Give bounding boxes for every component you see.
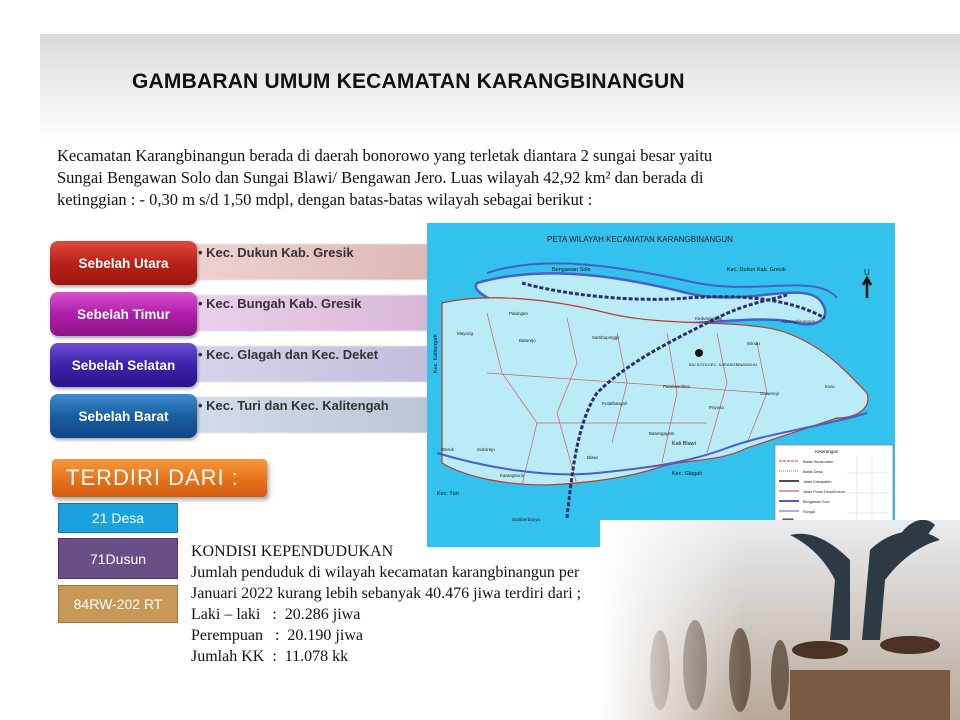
stat-desa: 21 Desa (58, 503, 178, 533)
intro-line: Sungai Bengawan Solo dan Sungai Blawi/ Bengawan Jero. Luas wilayah 42,92 km² dan berada di (57, 168, 704, 187)
kondisi-line: Perempuan : 20.190 jiwa (191, 627, 363, 644)
village-label: Sambopinggir (592, 335, 620, 340)
border-value: • Kec. Glagah dan Kec. Deket (198, 347, 379, 362)
village-label: Pandowolimo (663, 384, 691, 389)
border-value: • Kec. Bungah Kab. Gresik (198, 296, 362, 311)
capital-label: IBU KOTA KEC. KARANGBINANGUN (689, 362, 757, 367)
village-label: Kedungwangi (695, 316, 723, 321)
village-label: Windu (747, 341, 760, 346)
legend-item: Jalan Poros Desa/Dusun (803, 490, 845, 494)
border-label: Sebelah Barat (50, 394, 197, 438)
border-row-barat (50, 394, 425, 438)
page-title: GAMBARAN UMUM KECAMATAN KARANGBINANGUN (132, 70, 685, 93)
label-kec-kalitengah: Kec. Kalitengah (433, 334, 439, 373)
north-label: U (864, 268, 870, 277)
label-kali-blawi: Kali Blawi (672, 441, 696, 447)
kondisi-line: Laki – laki : 20.286 jiwa (191, 606, 361, 623)
label-bengawan-solo: Bengawan Solo (552, 267, 591, 273)
kondisi-line: Januari 2022 kurang lebih sebanyak 40.476 jiwa terdiri dari ; (191, 585, 582, 602)
region-map (427, 223, 895, 547)
legend-title: Keterangan (815, 449, 839, 454)
stat-dusun: 71Dusun (58, 538, 178, 579)
village-label: Karangbinangun (782, 319, 816, 324)
village-label: Sumberbanyu (512, 517, 541, 522)
border-label: Sebelah Timur (50, 292, 197, 336)
village-label: Barangayam (649, 431, 675, 436)
legend-item: Jalan Kabupaten (803, 480, 832, 484)
village-label: Mayong (457, 331, 474, 336)
border-value: • Kec. Turi dan Kec. Kalitengah (198, 398, 389, 413)
stat-rw-rt: 84RW-202 RT (58, 585, 178, 623)
legend-item: Batas Desa (803, 470, 823, 474)
kondisi-line: Jumlah KK : 11.078 kk (191, 648, 349, 665)
kondisi-heading: KONDISI KEPENDUDUKAN (191, 543, 394, 560)
legend-item: Sungai (803, 510, 815, 514)
legend-item: Batas Kecamatan (803, 460, 833, 464)
border-row-utara (50, 241, 425, 285)
border-row-timur (50, 292, 425, 336)
intro-line: Kecamatan Karangbinangun berada di daerah bonorowo yang terletak diantara 2 sungai besar yaitu (57, 146, 713, 165)
intro-line: ketinggian : - 0,30 m s/d 1,50 mdpl, dengan batas-batas wilayah sebagai berikut : (57, 190, 593, 209)
terdiri-header: TERDIRI DARI : (52, 459, 267, 497)
label-kec-turi: Kec. Turi (437, 491, 459, 497)
village-label: Putatbangah (602, 401, 628, 406)
border-label: Sebelah Selatan (50, 343, 197, 387)
border-label: Sebelah Utara (50, 241, 197, 285)
border-value: • Kec. Dukun Kab. Gresik (198, 245, 354, 260)
border-row-selatan (50, 343, 425, 387)
intro-paragraph (57, 145, 900, 211)
village-label: Priyoso (709, 405, 725, 410)
village-label: Gawerejo (760, 391, 780, 396)
village-label: Waruk (441, 447, 454, 452)
village-label: Baturejo (519, 338, 536, 343)
label-kec-dukun: Kec. Dukun Kab. Gresik (727, 267, 786, 273)
label-kec-glagah: Kec. Glagah (672, 471, 703, 477)
village-label: Kuro (825, 384, 835, 389)
map-title: PETA WILAYAH KECAMATAN KARANGBINANGUN (547, 235, 733, 244)
legend-item: Bengawan Solo (803, 500, 830, 504)
capital-marker-icon (695, 349, 703, 357)
village-label: Palangan (509, 311, 529, 316)
village-label: Sukorejo (477, 447, 495, 452)
village-label: Karangsorin (500, 473, 525, 478)
village-label: Blawi (587, 455, 598, 460)
kondisi-line: Jumlah penduduk di wilayah kecamatan karangbinangun per (191, 564, 580, 581)
decorative-sculpture-image (600, 520, 960, 720)
